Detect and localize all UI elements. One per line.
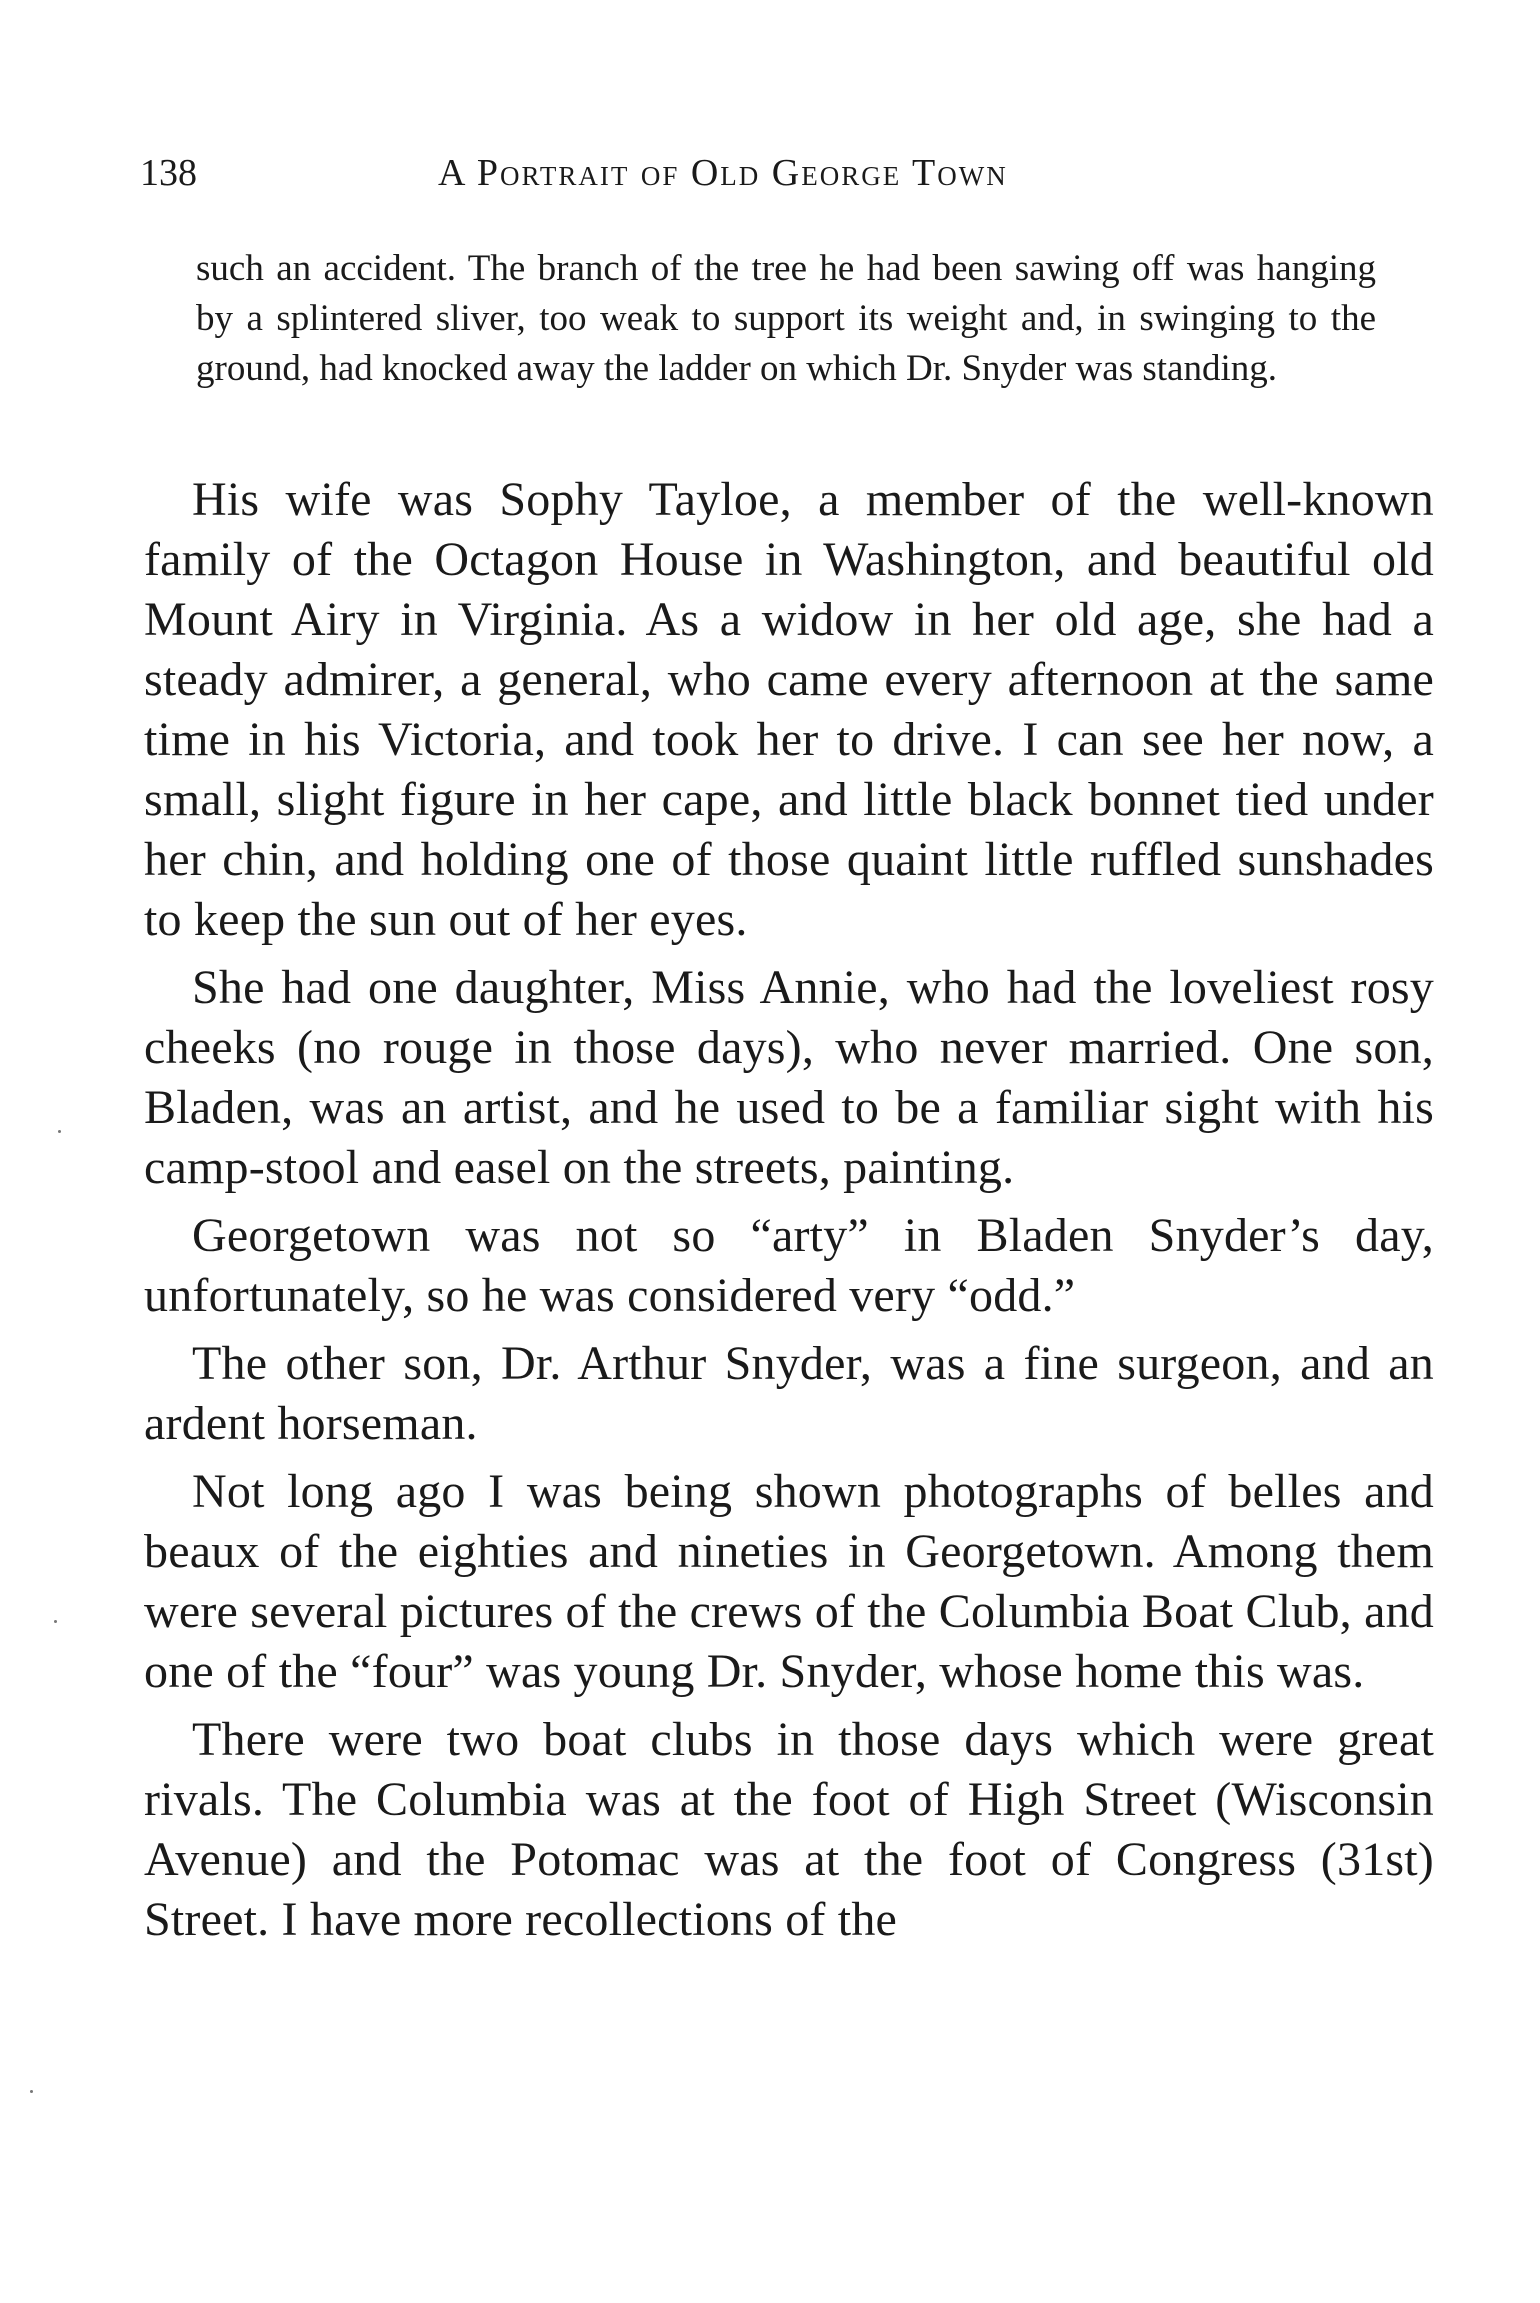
paragraph-1: His wife was Sophy Tayloe, a member of the well-known family of the Octagon House in Washington, and beautiful old Mount Airy in Virginia. As a widow in her old age, she had a steady admirer, a general, who came every afternoon at the same time in his Victoria, and took her to drive. I can see her now, a small, slight figure in her cape, and little black bonnet tied under her chin, and holding one of those quaint little ruffled sunshades to keep the sun out of her eyes. — [144, 473, 1434, 946]
paragraph-4: The other son, Dr. Arthur Snyder, was a fine surgeon, and an ardent horseman. — [144, 1337, 1434, 1450]
paragraph-2: She had one daughter, Miss Annie, who had the loveliest rosy cheeks (no rouge in those days), who never married. One son, Bladen, was an artist, and he used to be a familiar sight with his camp-stool and easel on the streets, painting. — [144, 961, 1434, 1194]
paragraph-5: Not long ago I was being shown photographs of belles and beaux of the eighties and nineties in Georgetown. Among them were several pictures of the crews of the Columbia Boat Club, and one of the “four” was young Dr. Snyder, whose home this was. — [144, 1465, 1434, 1698]
body-text — [144, 470, 1434, 1958]
margin-speck — [30, 2090, 33, 2093]
margin-speck — [54, 1620, 57, 1623]
paragraph-3: Georgetown was not so “arty” in Bladen Snyder’s day, unfortunately, so he was considered very “odd.” — [144, 1209, 1434, 1322]
margin-speck — [58, 1130, 61, 1133]
running-title: A Portrait of Old George Town — [438, 152, 1008, 194]
block-quote: such an accident. The branch of the tree he had been sawing off was hanging by a splintered sliver, too weak to support its weight and, in swinging to the ground, had knocked away the ladder on which Dr. Snyder was standing. — [196, 248, 1376, 389]
running-head — [140, 148, 1440, 198]
page-number: 138 — [140, 152, 197, 194]
paragraph-6: There were two boat clubs in those days which were great rivals. The Columbia was at the foot of High Street (Wisconsin Avenue) and the Potomac was at the foot of Congress (31st) Street. I have more recollections of the — [144, 1713, 1434, 1946]
